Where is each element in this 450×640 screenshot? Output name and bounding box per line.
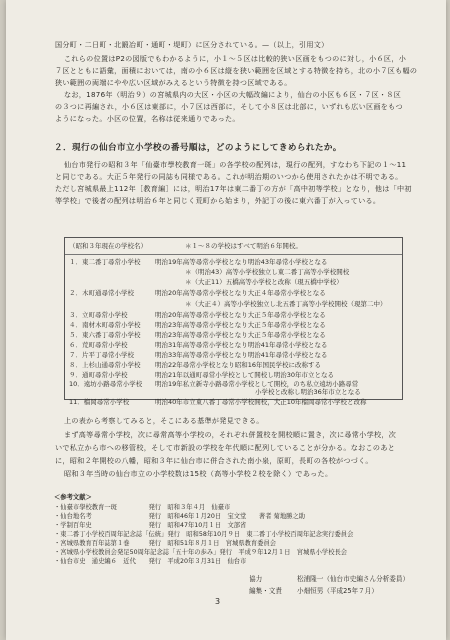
school-history: 明治22年尋常小学校となり昭和16年国民学校に改称する	[155, 361, 322, 369]
school-history: 明治19年私立新寺小路尋常小学校として開校，のち私立遠坊小路尋常	[155, 380, 359, 388]
text-line: ようになった。小区の位置，名称は従来通りであった。	[55, 114, 240, 123]
section-heading: ２．現行の仙台市立小学校の番号順は，どのようにしてきめられたか。	[54, 143, 342, 153]
table-divider	[65, 254, 402, 255]
text-line: の３つに再編され，小６区は東部に，小７区は西部に，そして小８区は北部に，いずれも広い区画をもつ	[55, 102, 403, 111]
school-history: 明治19年高等尋常小学校となり明治43年尋常小学校となる	[155, 258, 328, 266]
school-history: 明治31年高等尋常小学校となり明治41年尋常小学校となる	[155, 341, 328, 349]
table-row	[65, 396, 402, 408]
text-line: ７区とともに語彙，面積においては，南の小６区は縦を狭い範囲を区域とする特徴を持ち，北の小７区も幅の	[55, 66, 418, 75]
school-history: 明治20年高等尋常小学校となり大正５年尋常小学校となる	[155, 311, 326, 319]
reference-item: ・仙台市史 通史編６ 近代 発行 平成20年３月31日 仙台市	[54, 558, 247, 565]
editing-label: 編集・文責	[249, 587, 282, 595]
school-history: 明治20年高等尋常小学校となり大正４年尋常小学校となる	[155, 289, 326, 297]
school-name: １．東二番丁尋常小学校	[69, 258, 141, 266]
text-line: なお，1876年（明治９）の宮城県内の大区・小区の大幅改編により，仙台の小区も６区・７区・８区	[64, 90, 402, 99]
table-header-left: （昭和３年現在の学校名）	[69, 242, 147, 250]
school-history: 明治23年高等尋常小学校となり大正５年尋常小学校となる	[155, 321, 326, 329]
text-line: に，昭和２年開校の八幡，昭和３年に仙台市に併合された南小泉，原町，長町の各校がつづく。	[55, 456, 373, 465]
school-name: ６．荒町尋常小学校	[69, 341, 128, 349]
text-line: まず高等尋常小学校，次に尋常高等小学校の，それぞれ併置校を開校順に置き，次に尋常小学校，次	[64, 430, 397, 439]
document-page	[6, 0, 446, 640]
school-history: 明治23年高等尋常小学校となり大正５年尋常小学校となる	[155, 331, 326, 339]
text-line: 等学校」で後者の配列は明治６年と同じく荒町から始まり，外記丁の後に東六番丁が入っている。	[55, 196, 381, 205]
school-name: ７．片平丁尋常小学校	[69, 351, 134, 359]
school-name: ４．南材木町尋常小学校	[69, 321, 141, 329]
editing-name: 小畑恒男（平成25年７月）	[297, 587, 378, 595]
school-table	[64, 237, 403, 406]
school-name: 11．榴岡尋常小学校	[69, 398, 130, 406]
text-line: 国分町・二日町・北鍛冶町・通町・堤町）に区分されている。—（以上，引用文）	[55, 40, 329, 49]
school-name: ８．上杉山通尋常小学校	[69, 361, 141, 369]
table-header-right: ＊１〜８の学校はすべて明治６年開校。	[185, 242, 302, 250]
text-line: 狭い範囲の両端にやや広い区域がみえるという特徴を持つ区域である。	[55, 78, 292, 87]
text-line: 上の表から考察してみると，そこにある基準が発見できる。	[64, 416, 264, 425]
text-line: ただし宮城県最上112年［教育編］には，明治17年は東二番丁の方が「高中初等学校」となり，他は「中初	[55, 184, 412, 193]
school-history: 明治33年高等尋常小学校となり明治41年尋常小学校となる	[155, 351, 328, 359]
school-name: ３．立町尋常小学校	[69, 311, 128, 319]
text-line: 昭和３年当時の仙台市立の小学校数は15校（高等小学校２校を除く）であった。	[64, 469, 333, 478]
references-heading: ＜参考文献＞	[54, 494, 92, 501]
school-history: 明治21年以通町尋常小学校として開校し明治30年市立となる	[155, 371, 335, 379]
cooperation-name: 松浦隆一（仙台市史編さん分析委員）	[297, 575, 410, 583]
cooperation-label: 協力	[249, 575, 263, 583]
school-history: ＊（明治43）高等小学校独立し東二番丁高等小学校開校	[185, 268, 350, 276]
school-history: ＊（大正11）五橋高等小学校と改称（現五橋中学校）	[185, 278, 343, 286]
school-name: ９．通町尋常小学校	[69, 371, 128, 379]
table-header-row	[65, 240, 402, 252]
page-number: 3	[215, 597, 221, 606]
school-history: ＊（大正４）高等小学校独立し北五番丁高等小学校開校（現第二中）	[185, 300, 387, 308]
school-name: ２．木町通尋常小学校	[69, 289, 134, 297]
text-line: と同じである。大正５年発行の同誌も同様である。これが明治期のいつから使用されたかは不明である。	[55, 172, 403, 181]
school-history: 明治40年市立東八番丁尋常小学校開校，大正10年榴岡尋常小学校と改称	[155, 398, 367, 406]
reference-item: ・仙臺市學校教育一斑 発行 昭和３年４月 仙臺市	[54, 504, 231, 511]
school-history: 小学校と改称し明治36年市立となる	[255, 388, 361, 396]
reference-item: ・学制百年史 発行 昭和47年10月１日 文部省	[54, 522, 247, 529]
reference-item: ・宮城県教育百年誌第１巻 発行 昭和51年８月１日 宮城県教育委員会	[54, 540, 277, 547]
school-name: 10．遠坊小路尋常小学校	[69, 380, 143, 388]
reference-item: ・仙台地名考 発行 昭和46年１月20日 宝文堂 著者 菊地勝之助	[54, 513, 306, 520]
text-line: これらの位置はP2の図版でもわかるように，小１〜５区は比較的狭い区画をもつのに対し，小６区，小	[64, 54, 407, 63]
reference-item: ・東二番丁小学校百周年記念誌「伝統」発行 昭和58年10月９日 東二番丁小学校百周年記念実行委員会	[54, 531, 354, 538]
text-line: いで私立から市への移管校，そして市新設の学校を年代順に配列していることが分かる。なおこのあと	[55, 443, 396, 452]
reference-item: ・宮城県小学校教員会発足50周年記念誌「五十年の歩み」発行 平成９年12月１日 宮城県小学校長会	[54, 549, 348, 556]
text-line: 仙台市発行の昭和３年「仙臺市學校教育一斑」の各学校の配列は，現行の配列，すなわち下記の１〜11	[64, 160, 407, 169]
school-name: ５．東六番丁尋常小学校	[69, 331, 141, 339]
